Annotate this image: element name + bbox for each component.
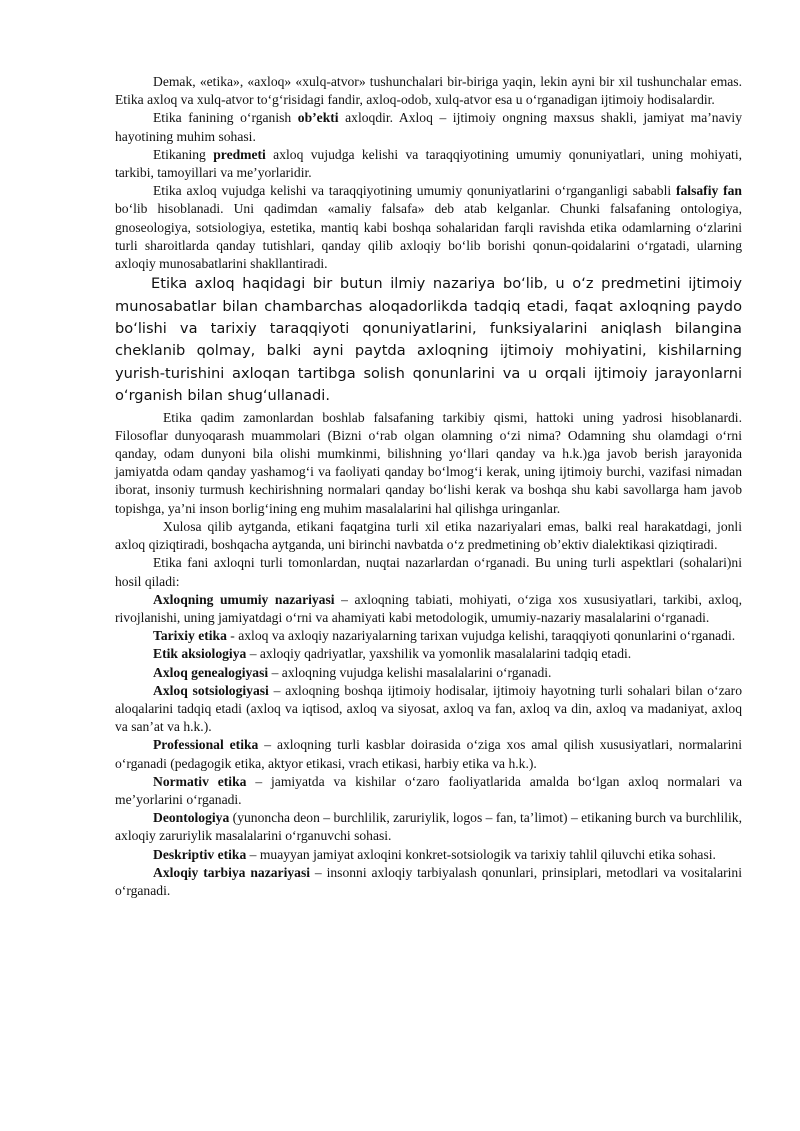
paragraph-text: Etika fani axloqni turli tomonlardan, nuqtai nazarlardan o‘rganadi. Bu uning turli aspektlari (sohalari)ni hosil qiladi: — [115, 555, 742, 589]
paragraph-predmeti — [115, 146, 742, 182]
term-deskriptiv-etika: Deskriptiv etika — [153, 846, 247, 862]
paragraph-falsafa-yadrosi — [115, 409, 742, 518]
paragraph-text: – axloqning vujudga kelishi masalalarini o‘rganadi. — [268, 664, 552, 680]
paragraph-text: – jamiyatda va kishilar o‘zaro faoliyatlarida amalda bo‘lgan axloq normalari va me’yorlarini o‘rganadi. — [115, 773, 742, 807]
term-tarbiya-nazariyasi: Axloqiy tarbiya nazariyasi — [153, 864, 311, 880]
term-deontologiya: Deontologiya — [153, 810, 230, 826]
paragraph-deontologiya — [115, 809, 742, 845]
term-professional-etika: Professional etika — [153, 737, 259, 753]
paragraph-obekti — [115, 109, 742, 145]
term-obekti: ob’ekti — [297, 110, 339, 126]
paragraph-etika-axloq-farqi — [115, 73, 742, 109]
paragraph-text: Demak, «etika», «axloq» «xulq-atvor» tushunchalari bir-biriga yaqin, lekin ayni bir xil tushunchalar emas. Etika axloq va xulq-atvor to‘g‘risidagi fandir, axloq-odob, xulq-atvor esa u o‘rganadigan ijtimoiy hodisalardir. — [115, 74, 742, 108]
paragraph-text: – axloqning tabiati, mohiyati, o‘ziga xos xususiyatlari, tarkibi, axloq, rivojlanishi, uning jamiyatdagi o‘rni va ahamiyati kabi metodologik, umumiy-nazariy masalalarini o‘rganadi. — [115, 591, 743, 625]
paragraph-ilmiy-nazariya — [115, 273, 742, 407]
paragraph-text: axloq vujudga kelishi va taraqqiyotining umumiy qonuniyatlari, uning mohiyati, tarkibi, tamoyillari va me’yorlaridir. — [115, 146, 742, 181]
paragraph-etik-aksiologiya — [115, 645, 742, 663]
paragraph-deskriptiv-etika — [115, 846, 742, 864]
document-page — [115, 73, 742, 900]
paragraph-xulosa — [115, 518, 742, 554]
paragraph-text: bo‘lib hisoblanadi. Uni qadimdan «amaliy falsafa» deb atab kelganlar. Chunki falsafaning ontologiya, gnoseologiya, sotsiologiya, estetika, mantiq kabi boshqa sohalaridan farqli ravishda etika odamlarning o‘zlarini turli sharoitlarda qanday tutishlari, qanday qilib axloqiy bo‘lib borishi qonun-qoidalarini o‘rgatadi, ularning axloqiy munosabatlarini shakllantiradi. — [115, 201, 742, 272]
paragraph-tarixiy-etika — [115, 627, 742, 645]
paragraph-text: axloqdir. Axloq – ijtimoiy ongning maxsus shakli, jamiyat ma’naviy hayotining muhim sohasi. — [115, 110, 742, 144]
paragraph-falsafiy-fan — [115, 182, 742, 273]
term-umumiy-nazariya: Axloqning umumiy nazariyasi — [153, 591, 335, 607]
paragraph-text: - axloq va axloqiy nazariyalarning tarixan vujudga kelishi, taraqqiyoti qonunlarini o‘rganadi. — [226, 628, 736, 644]
paragraph-sotsiologiya — [115, 682, 742, 737]
paragraph-text: – axloqning boshqa ijtimoiy hodisalar, ijtimoiy hayotning turli sohalari bilan o‘zaro aloqalarini tadqiq etadi (axloq va iqtisod, axloq va siyosat, axloq va fan, axloq va din, axloq va madaniyat, axloq va san’at va h.k.). — [115, 682, 743, 735]
paragraph-umumiy-nazariya — [115, 591, 742, 627]
paragraph-genealogiya — [115, 664, 742, 682]
paragraph-text: Etika fanining o‘rganish — [153, 110, 298, 126]
term-sotsiologiya: Axloq sotsiologiyasi — [153, 682, 269, 698]
paragraph-text: (yunoncha deon – burchlilik, zaruriylik, logos – fan, ta’limot) – etikaning burch va burchlilik, axloqiy zaruriylik masalalarini o‘rganuvchi sohasi. — [115, 810, 742, 844]
paragraph-aspektlar — [115, 554, 742, 590]
paragraph-tarbiya-nazariyasi — [115, 864, 742, 900]
paragraph-text: Etikaning — [153, 146, 214, 162]
term-falsafiy-fan: falsafiy fan — [675, 183, 742, 199]
paragraph-text: Etika axloq haqidagi bir butun ilmiy nazariya bo‘lib, u o‘z predmetini ijtimoiy munosabatlar bilan chambarchas aloqadorlikda tadqiq etadi, faqat axloqning paydo bo‘lishi va tarixiy taraqqiyoti qonuniyatlarini, funksiyalarini aniqlash bilangina cheklanib qolmay, balki ayni paytda axloqning ijtimoiy mohiyatini, kishilarning yurish-turishini axloqan tartibga solish qonunlarini va u orqali ijtimoiy jarayonlarni o‘rganish bilan shug‘ullanadi. — [115, 275, 742, 405]
term-tarixiy-etika: Tarixiy etika — [153, 628, 227, 644]
term-etik-aksiologiya: Etik aksiologiya — [153, 646, 247, 662]
paragraph-text: Etika qadim zamonlardan boshlab falsafaning tarkibiy qismi, hattoki uning yadrosi hisoblanardi. Filosoflar dunyoqarash muammolari (Bizni o‘rab olgan olamning o‘zi nima? Odamning shu olamdagi o‘rni qanday, odam dunyoni bila olishi mumkinmi, bilishning yo‘llari qanday va h.k.)ga javob berish jarayonida jamiyatda odam qanday yashamog‘i va faoliyati qanday bo‘lmog‘i kerak, uning ijtimoiy burchi, vazifasi nimadan iborat, insoniy turmush kechirishning normalari qanday bo‘lishi kerak va boshqa shu kabi savollarga ham javob topishga, ya’ni inson borlig‘ining eng muhim masalalarini hal qilishga uringanlar. — [115, 409, 742, 516]
paragraph-text: Etika axloq vujudga kelishi va taraqqiyotining umumiy qonuniyatlarini o‘rganganligi sababli — [153, 183, 676, 199]
term-normativ-etika: Normativ etika — [153, 773, 247, 789]
paragraph-normativ-etika — [115, 773, 742, 809]
term-genealogiya: Axloq genealogiyasi — [153, 664, 269, 680]
paragraph-text: – muayyan jamiyat axloqini konkret-sotsiologik va tarixiy tahlil qiluvchi etika sohasi. — [246, 846, 716, 862]
paragraph-text: – insonni axloqiy tarbiyalash qonunlari, prinsiplari, metodlari va vositalarini o‘rganadi. — [115, 864, 742, 898]
paragraph-text: – axloqiy qadriyatlar, yaxshilik va yomonlik masalalarini tadqiq etadi. — [246, 646, 632, 662]
paragraph-text: Xulosa qilib aytganda, etikani faqatgina turli xil etika nazariyalari emas, balki real harakatdagi, jonli axloq qiziqtiradi, boshqacha aytganda, uni birinchi navbatda o‘z predmetining ob’ektiv dialektikasi qiziqtiradi. — [115, 518, 742, 553]
paragraph-professional-etika — [115, 736, 742, 772]
term-predmeti: predmeti — [213, 146, 266, 162]
paragraph-text: – axloqning turli kasblar doirasida o‘ziga xos amal qilish xususiyatlari, normalarini o‘rganadi (pedagogik etika, aktyor etikasi, vrach etikasi, harbiy etika va h.k.). — [115, 737, 742, 771]
